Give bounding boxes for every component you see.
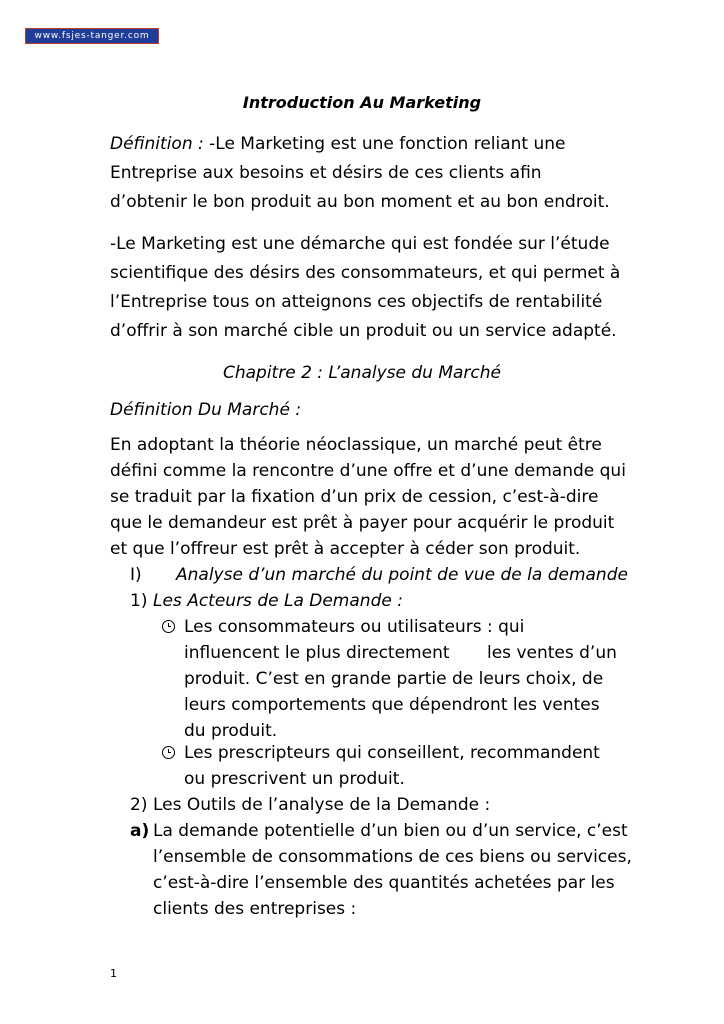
- market-paragraph-line-1: En adoptant la théorie néoclassique, un marché peut être: [110, 435, 602, 455]
- bullet-1-line-3: produit. C’est en grande partie de leurs choix, de: [184, 669, 604, 689]
- section-1-heading: Analyse d’un marché du point de vue de la demande: [176, 565, 628, 585]
- subsection-2-heading: Les Outils de l’analyse de la Demande :: [153, 795, 491, 815]
- section-1-marker: I): [130, 565, 142, 585]
- market-paragraph-line-2: défini comme la rencontre d’une offre et d’une demande qui: [110, 461, 626, 481]
- definition-2-line-1: -Le Marketing est une démarche qui est fondée sur l’étude: [110, 234, 610, 254]
- definition-2-line-2: scientifique des désirs des consommateurs, et qui permet à: [110, 263, 621, 283]
- definition-2-line-3: l’Entreprise tous on atteignons ces objectifs de rentabilité: [110, 292, 603, 312]
- document-title: Introduction Au Marketing: [242, 93, 482, 112]
- market-paragraph-line-5: et que l’offreur est prêt à accepter à céder son produit.: [110, 539, 581, 559]
- subsection-2-marker: 2): [130, 795, 148, 815]
- clock-bullet-icon: [162, 620, 175, 633]
- bullet-1-line-1: Les consommateurs ou utilisateurs : qui: [184, 617, 525, 637]
- definition-2-line-4: d’offrir à son marché cible un produit ou un service adapté.: [110, 321, 617, 341]
- page-number: 1: [110, 967, 117, 980]
- market-paragraph-line-4: que le demandeur est prêt à payer pour acquérir le produit: [110, 513, 615, 533]
- market-paragraph-line-3: se traduit par la fixation d’un prix de cession, c’est-à-dire: [110, 487, 599, 507]
- bullet-1-line-2b: les ventes d’un: [487, 643, 617, 663]
- subsection-1-marker: 1): [130, 591, 148, 611]
- item-a-line-3: c’est-à-dire l’ensemble des quantités achetées par les: [153, 873, 615, 893]
- subsection-1-heading: Les Acteurs de La Demande :: [153, 591, 403, 611]
- item-a-marker: a): [130, 821, 150, 841]
- watermark-banner: www.fsjes-tanger.com: [25, 28, 159, 44]
- definition-1-line-2: Entreprise aux besoins et désirs de ces clients afin: [110, 163, 542, 183]
- item-a-line-2: l’ensemble de consommations de ces biens ou services,: [153, 847, 632, 867]
- bullet-1-line-2a: influencent le plus directement: [184, 643, 450, 663]
- bullet-1-line-5: du produit.: [184, 721, 278, 741]
- market-definition-heading: Définition Du Marché :: [110, 400, 302, 420]
- item-a-line-4: clients des entreprises :: [153, 899, 357, 919]
- definition-label: Définition :: [110, 134, 204, 154]
- bullet-2-line-1: Les prescripteurs qui conseillent, recommandent: [184, 743, 600, 763]
- bullet-2-line-2: ou prescrivent un produit.: [184, 769, 405, 789]
- definition-1-line-3: d’obtenir le bon produit au bon moment et au bon endroit.: [110, 192, 610, 212]
- chapter-heading: Chapitre 2 : L’analyse du Marché: [222, 363, 501, 383]
- definition-1-text: -Le Marketing est une fonction reliant une: [203, 134, 566, 154]
- item-a-line-1: La demande potentielle d’un bien ou d’un service, c’est: [153, 821, 628, 841]
- bullet-1-line-4: leurs comportements que dépendront les ventes: [184, 695, 600, 715]
- definition-1-line-1: [110, 131, 566, 157]
- clock-bullet-icon: [162, 746, 175, 759]
